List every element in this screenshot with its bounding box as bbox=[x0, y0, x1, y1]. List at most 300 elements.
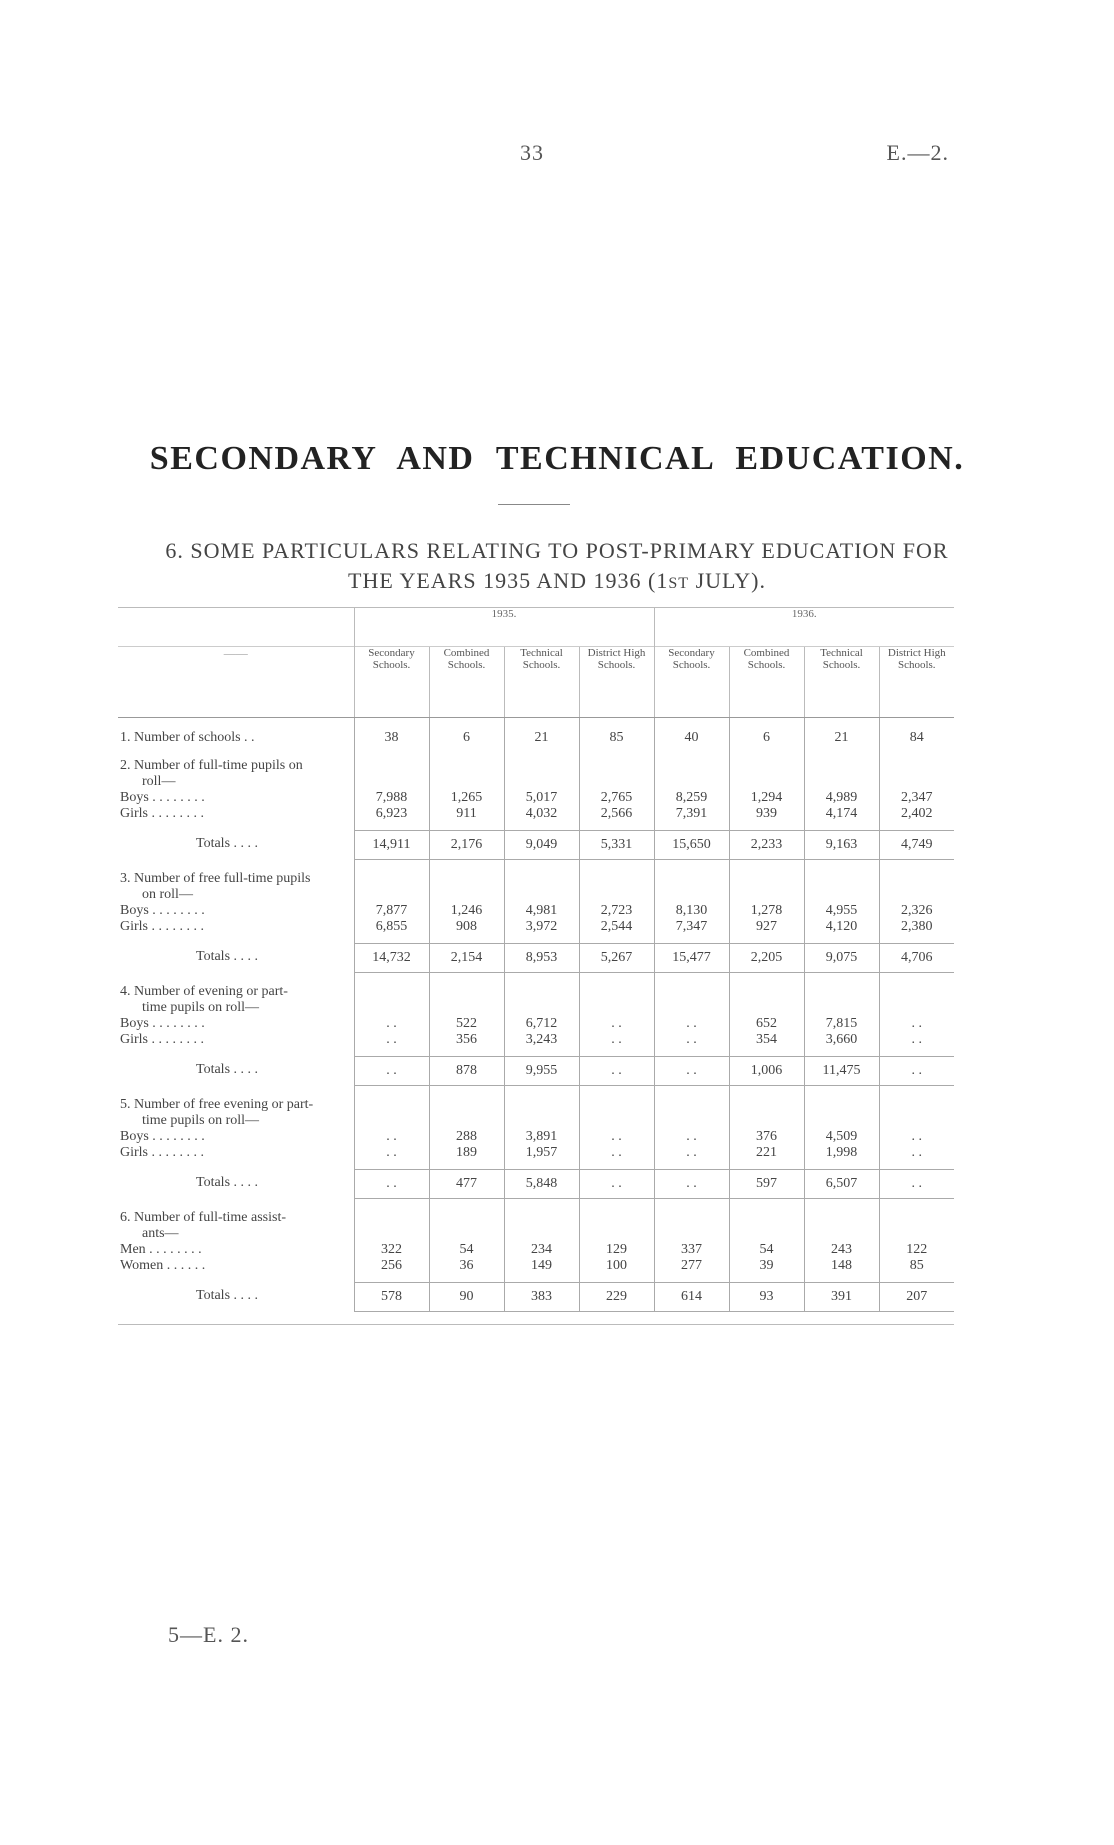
spacer-cell bbox=[579, 1161, 654, 1169]
spacer-cell bbox=[654, 1161, 729, 1169]
totals-cell: 391 bbox=[804, 1282, 879, 1311]
year-header-row bbox=[118, 608, 954, 647]
empty-cell bbox=[354, 1085, 429, 1129]
table-title-line-2-main: THE YEARS 1935 AND 1936 (1 bbox=[348, 568, 669, 593]
table-cell: . . bbox=[579, 1016, 654, 1032]
column-header: Secondary Schools. bbox=[354, 647, 429, 718]
table-cell: 927 bbox=[729, 919, 804, 935]
table-cell: 8,259 bbox=[654, 790, 729, 806]
empty-cell bbox=[429, 972, 504, 1016]
table-cell: . . bbox=[879, 1129, 954, 1145]
totals-cell: 2,233 bbox=[729, 830, 804, 859]
spacer-cell bbox=[879, 1048, 954, 1056]
empty-cell bbox=[429, 1198, 504, 1242]
rule-cell bbox=[729, 1311, 804, 1324]
spacer-cell bbox=[579, 1274, 654, 1282]
page-number: 33 bbox=[520, 140, 544, 165]
column-header-row bbox=[118, 647, 954, 718]
spacer-cell bbox=[879, 1274, 954, 1282]
table-cell: 7,391 bbox=[654, 806, 729, 822]
table-title bbox=[0, 536, 1114, 599]
table-cell: 3,660 bbox=[804, 1032, 879, 1048]
totals-cell: 578 bbox=[354, 1282, 429, 1311]
table-cell: 3,972 bbox=[504, 919, 579, 935]
table-cell: 288 bbox=[429, 1129, 504, 1145]
row-label: Girls . . . . . . . . bbox=[120, 1145, 204, 1160]
rule-cell bbox=[429, 1311, 504, 1324]
column-header: Technical Schools. bbox=[804, 647, 879, 718]
column-header: District High Schools. bbox=[879, 647, 954, 718]
row-label: Boys . . . . . . . . bbox=[120, 1016, 205, 1031]
table-cell: 6 bbox=[429, 718, 504, 747]
table-cell: 243 bbox=[804, 1242, 879, 1258]
table-row bbox=[118, 1258, 954, 1274]
empty-cell bbox=[729, 859, 804, 903]
table-cell: 38 bbox=[354, 718, 429, 747]
spacer-cell bbox=[729, 1161, 804, 1169]
empty-cell bbox=[804, 1198, 879, 1242]
empty-cell bbox=[579, 746, 654, 790]
totals-cell: 9,075 bbox=[804, 943, 879, 972]
table-cell: 8,130 bbox=[654, 903, 729, 919]
spacer-cell bbox=[729, 935, 804, 943]
table-cell: 2,566 bbox=[579, 806, 654, 822]
section-label-line: 4. Number of evening or part- bbox=[120, 984, 288, 999]
section-label-line: on roll— bbox=[142, 887, 193, 902]
table-cell: 39 bbox=[729, 1258, 804, 1274]
spacer-row bbox=[118, 1161, 954, 1169]
totals-cell: 9,049 bbox=[504, 830, 579, 859]
table-cell: 54 bbox=[429, 1242, 504, 1258]
section-label-line: 5. Number of free evening or part- bbox=[120, 1097, 314, 1112]
rule-cell bbox=[504, 1311, 579, 1324]
totals-cell: . . bbox=[654, 1056, 729, 1085]
totals-cell: . . bbox=[879, 1056, 954, 1085]
table-cell: 376 bbox=[729, 1129, 804, 1145]
totals-cell: 11,475 bbox=[804, 1056, 879, 1085]
table-cell: 7,988 bbox=[354, 790, 429, 806]
table-cell: 2,402 bbox=[879, 806, 954, 822]
spacer-cell bbox=[879, 935, 954, 943]
spacer-cell bbox=[429, 1048, 504, 1056]
section-label bbox=[118, 746, 354, 790]
totals-cell: 90 bbox=[429, 1282, 504, 1311]
table-cell: 6 bbox=[729, 718, 804, 747]
totals-cell: 9,955 bbox=[504, 1056, 579, 1085]
spacer-cell bbox=[879, 1161, 954, 1169]
table-cell: 122 bbox=[879, 1242, 954, 1258]
table-cell: 354 bbox=[729, 1032, 804, 1048]
row-label: 1. Number of schools . . bbox=[120, 730, 255, 745]
table-cell: 148 bbox=[804, 1258, 879, 1274]
table-cell: . . bbox=[579, 1129, 654, 1145]
table-cell: . . bbox=[654, 1129, 729, 1145]
table-cell: 337 bbox=[654, 1242, 729, 1258]
table-cell: 277 bbox=[654, 1258, 729, 1274]
table-cell: . . bbox=[879, 1016, 954, 1032]
spacer-cell bbox=[354, 1161, 429, 1169]
empty-cell bbox=[654, 1085, 729, 1129]
spacer-cell bbox=[729, 1274, 804, 1282]
spacer-cell bbox=[729, 1048, 804, 1056]
table-row bbox=[118, 903, 954, 919]
spacer-cell bbox=[504, 1161, 579, 1169]
section-label bbox=[118, 1085, 354, 1129]
empty-cell bbox=[579, 1198, 654, 1242]
rule-cell bbox=[654, 1311, 729, 1324]
totals-cell: 383 bbox=[504, 1282, 579, 1311]
table-cell: 1,246 bbox=[429, 903, 504, 919]
empty-cell bbox=[804, 859, 879, 903]
table-cell: 36 bbox=[429, 1258, 504, 1274]
totals-cell: 2,176 bbox=[429, 830, 504, 859]
row-label: Boys . . . . . . . . bbox=[120, 790, 205, 805]
table-cell: 54 bbox=[729, 1242, 804, 1258]
spacer-cell bbox=[804, 935, 879, 943]
table-cell: 652 bbox=[729, 1016, 804, 1032]
table-cell: 7,347 bbox=[654, 919, 729, 935]
empty-cell bbox=[354, 859, 429, 903]
table-cell: 939 bbox=[729, 806, 804, 822]
table-cell: 4,174 bbox=[804, 806, 879, 822]
totals-cell: . . bbox=[579, 1056, 654, 1085]
totals-cell: 207 bbox=[879, 1282, 954, 1311]
year-header-1936: 1936. bbox=[654, 608, 954, 647]
spacer-cell bbox=[504, 1048, 579, 1056]
empty-cell bbox=[504, 1085, 579, 1129]
spacer-cell bbox=[804, 1048, 879, 1056]
totals-cell: 4,749 bbox=[879, 830, 954, 859]
section-label-line: time pupils on roll— bbox=[142, 1000, 260, 1015]
table-cell: 2,347 bbox=[879, 790, 954, 806]
totals-cell: 5,848 bbox=[504, 1169, 579, 1198]
empty-cell bbox=[354, 972, 429, 1016]
empty-cell bbox=[654, 1198, 729, 1242]
row-label: Men . . . . . . . . bbox=[120, 1242, 202, 1257]
document-reference: E.—2. bbox=[886, 140, 949, 165]
table-cell: 1,998 bbox=[804, 1145, 879, 1161]
table-cell: 40 bbox=[654, 718, 729, 747]
totals-label: Totals . . . . bbox=[196, 1288, 259, 1303]
totals-row bbox=[118, 1056, 954, 1085]
table-cell: 4,032 bbox=[504, 806, 579, 822]
table-cell: 1,957 bbox=[504, 1145, 579, 1161]
table-body bbox=[118, 718, 954, 1325]
totals-cell: 15,650 bbox=[654, 830, 729, 859]
table-cell: 322 bbox=[354, 1242, 429, 1258]
totals-label: Totals . . . . bbox=[196, 1175, 259, 1190]
spacer-cell bbox=[354, 822, 429, 830]
table-cell: 6,855 bbox=[354, 919, 429, 935]
table-cell: 2,380 bbox=[879, 919, 954, 935]
table-row bbox=[118, 919, 954, 935]
table-cell: 221 bbox=[729, 1145, 804, 1161]
column-header: District High Schools. bbox=[579, 647, 654, 718]
empty-cell bbox=[504, 746, 579, 790]
totals-cell: 93 bbox=[729, 1282, 804, 1311]
spacer-cell bbox=[118, 935, 354, 943]
totals-cell: 2,154 bbox=[429, 943, 504, 972]
table-cell: . . bbox=[654, 1032, 729, 1048]
totals-cell: 2,205 bbox=[729, 943, 804, 972]
totals-cell: 4,706 bbox=[879, 943, 954, 972]
table-cell: 4,955 bbox=[804, 903, 879, 919]
table-cell: . . bbox=[354, 1016, 429, 1032]
table-cell: 3,243 bbox=[504, 1032, 579, 1048]
row-label: Girls . . . . . . . . bbox=[120, 806, 204, 821]
totals-label: Totals . . . . bbox=[196, 949, 259, 964]
table-row bbox=[118, 1032, 954, 1048]
empty-cell bbox=[504, 859, 579, 903]
table-cell: 85 bbox=[579, 718, 654, 747]
section-label bbox=[118, 859, 354, 903]
section-label bbox=[118, 972, 354, 1016]
table-cell: 149 bbox=[504, 1258, 579, 1274]
table-row bbox=[118, 806, 954, 822]
empty-cell bbox=[879, 746, 954, 790]
section-label bbox=[118, 1198, 354, 1242]
totals-label: Totals . . . . bbox=[196, 1062, 259, 1077]
spacer-cell bbox=[654, 935, 729, 943]
table-row bbox=[118, 1129, 954, 1145]
table-cell: 7,877 bbox=[354, 903, 429, 919]
row-label: Girls . . . . . . . . bbox=[120, 919, 204, 934]
section-label-line: time pupils on roll— bbox=[142, 1113, 260, 1128]
corner-mark: —— bbox=[118, 647, 354, 718]
section-heading-row bbox=[118, 972, 954, 1016]
spacer-cell bbox=[118, 1048, 354, 1056]
totals-cell: 878 bbox=[429, 1056, 504, 1085]
totals-row bbox=[118, 943, 954, 972]
spacer-cell bbox=[118, 1161, 354, 1169]
empty-cell bbox=[504, 1198, 579, 1242]
empty-cell bbox=[804, 1085, 879, 1129]
table-cell: 21 bbox=[504, 718, 579, 747]
table-cell: 100 bbox=[579, 1258, 654, 1274]
table-cell: 3,891 bbox=[504, 1129, 579, 1145]
section-heading-row bbox=[118, 859, 954, 903]
empty-cell bbox=[879, 972, 954, 1016]
table-cell: 2,544 bbox=[579, 919, 654, 935]
spacer-cell bbox=[729, 822, 804, 830]
empty-cell bbox=[879, 859, 954, 903]
spacer-cell bbox=[879, 822, 954, 830]
spacer-cell bbox=[429, 935, 504, 943]
spacer-cell bbox=[118, 1274, 354, 1282]
table-cell: 2,765 bbox=[579, 790, 654, 806]
statistics-table bbox=[118, 607, 954, 1325]
totals-cell: . . bbox=[654, 1169, 729, 1198]
empty-cell bbox=[429, 746, 504, 790]
table-cell: . . bbox=[654, 1145, 729, 1161]
table-cell: 4,509 bbox=[804, 1129, 879, 1145]
table-cell: . . bbox=[354, 1032, 429, 1048]
totals-cell: 14,732 bbox=[354, 943, 429, 972]
year-header-1935: 1935. bbox=[354, 608, 654, 647]
empty-cell bbox=[579, 972, 654, 1016]
column-header: Secondary Schools. bbox=[654, 647, 729, 718]
table-cell: 911 bbox=[429, 806, 504, 822]
table-title-line-2-end: JULY). bbox=[689, 568, 766, 593]
totals-row bbox=[118, 1282, 954, 1311]
totals-cell: 614 bbox=[654, 1282, 729, 1311]
table-cell: 1,265 bbox=[429, 790, 504, 806]
column-header: Combined Schools. bbox=[429, 647, 504, 718]
table-cell: 1,294 bbox=[729, 790, 804, 806]
table-cell: 356 bbox=[429, 1032, 504, 1048]
table-cell: . . bbox=[654, 1016, 729, 1032]
rule-cell bbox=[804, 1311, 879, 1324]
totals-cell: 477 bbox=[429, 1169, 504, 1198]
rule-cell bbox=[879, 1311, 954, 1324]
table-cell: 2,326 bbox=[879, 903, 954, 919]
section-label-line: roll— bbox=[142, 774, 176, 789]
spacer-cell bbox=[354, 1274, 429, 1282]
table-cell: 908 bbox=[429, 919, 504, 935]
empty-cell bbox=[354, 1198, 429, 1242]
table-cell: 6,923 bbox=[354, 806, 429, 822]
table-row bbox=[118, 718, 954, 747]
rule-cell bbox=[354, 1311, 429, 1324]
spacer-cell bbox=[504, 822, 579, 830]
table-cell: 5,017 bbox=[504, 790, 579, 806]
spacer-cell bbox=[504, 1274, 579, 1282]
row-label: Boys . . . . . . . . bbox=[120, 1129, 205, 1144]
spacer-cell bbox=[429, 1274, 504, 1282]
empty-cell bbox=[429, 1085, 504, 1129]
empty-cell bbox=[504, 972, 579, 1016]
spacer-cell bbox=[579, 1048, 654, 1056]
table-cell: 129 bbox=[579, 1242, 654, 1258]
section-heading-row bbox=[118, 1085, 954, 1129]
table-cell: 4,120 bbox=[804, 919, 879, 935]
empty-cell bbox=[579, 1085, 654, 1129]
spacer-cell bbox=[429, 822, 504, 830]
column-header: Technical Schools. bbox=[504, 647, 579, 718]
rule-cell bbox=[118, 1311, 354, 1324]
empty-cell bbox=[729, 1198, 804, 1242]
page-title: SECONDARY AND TECHNICAL EDUCATION. bbox=[149, 440, 965, 477]
table-row bbox=[118, 1016, 954, 1032]
spacer-cell bbox=[804, 1274, 879, 1282]
table-row bbox=[118, 790, 954, 806]
spacer-cell bbox=[804, 822, 879, 830]
totals-cell: 9,163 bbox=[804, 830, 879, 859]
totals-row bbox=[118, 1169, 954, 1198]
empty-cell bbox=[579, 859, 654, 903]
column-header: Combined Schools. bbox=[729, 647, 804, 718]
spacer-cell bbox=[654, 1274, 729, 1282]
empty-cell bbox=[729, 972, 804, 1016]
spacer-cell bbox=[429, 1161, 504, 1169]
totals-cell: . . bbox=[354, 1056, 429, 1085]
rule-cell bbox=[579, 1311, 654, 1324]
table-cell: 234 bbox=[504, 1242, 579, 1258]
spacer-cell bbox=[354, 935, 429, 943]
table-cell: . . bbox=[879, 1032, 954, 1048]
table-cell: 256 bbox=[354, 1258, 429, 1274]
table-cell: . . bbox=[579, 1145, 654, 1161]
section-label-line: 3. Number of free full-time pupils bbox=[120, 871, 311, 886]
section-label-line: 2. Number of full-time pupils on bbox=[120, 758, 303, 773]
spacer-cell bbox=[579, 822, 654, 830]
table-title-line-2 bbox=[0, 566, 1114, 599]
totals-row bbox=[118, 830, 954, 859]
spacer-cell bbox=[504, 935, 579, 943]
spacer-cell bbox=[118, 822, 354, 830]
table-bottom-rule bbox=[118, 1311, 954, 1324]
table-cell: 522 bbox=[429, 1016, 504, 1032]
spacer-cell bbox=[354, 1048, 429, 1056]
empty-cell bbox=[804, 972, 879, 1016]
empty-cell bbox=[879, 1198, 954, 1242]
empty-cell bbox=[654, 746, 729, 790]
section-label-line: ants— bbox=[142, 1226, 179, 1241]
year-header-spacer bbox=[118, 608, 354, 647]
table-cell: 7,815 bbox=[804, 1016, 879, 1032]
row-label: Girls . . . . . . . . bbox=[120, 1032, 204, 1047]
empty-cell bbox=[729, 1085, 804, 1129]
table-cell: . . bbox=[354, 1145, 429, 1161]
title-divider bbox=[498, 504, 570, 505]
totals-label: Totals . . . . bbox=[196, 836, 259, 851]
row-label: Women . . . . . . bbox=[120, 1258, 206, 1273]
empty-cell bbox=[879, 1085, 954, 1129]
footer-reference: 5—E. 2. bbox=[168, 1622, 249, 1647]
table-cell: 2,723 bbox=[579, 903, 654, 919]
totals-cell: 15,477 bbox=[654, 943, 729, 972]
table-row bbox=[118, 1242, 954, 1258]
empty-cell bbox=[354, 746, 429, 790]
spacer-cell bbox=[654, 1048, 729, 1056]
totals-cell: . . bbox=[579, 1169, 654, 1198]
table-title-line-2-smallcaps: ST bbox=[668, 575, 690, 592]
spacer-row bbox=[118, 935, 954, 943]
totals-cell: . . bbox=[879, 1169, 954, 1198]
spacer-cell bbox=[654, 822, 729, 830]
row-label: Boys . . . . . . . . bbox=[120, 903, 205, 918]
spacer-cell bbox=[804, 1161, 879, 1169]
spacer-row bbox=[118, 1274, 954, 1282]
totals-cell: 14,911 bbox=[354, 830, 429, 859]
table-cell: . . bbox=[354, 1129, 429, 1145]
totals-cell: 5,331 bbox=[579, 830, 654, 859]
table-cell: 84 bbox=[879, 718, 954, 747]
empty-cell bbox=[729, 746, 804, 790]
totals-cell: 5,267 bbox=[579, 943, 654, 972]
empty-cell bbox=[654, 972, 729, 1016]
totals-cell: 6,507 bbox=[804, 1169, 879, 1198]
empty-cell bbox=[429, 859, 504, 903]
table-row bbox=[118, 1145, 954, 1161]
totals-cell: 8,953 bbox=[504, 943, 579, 972]
table-cell: 4,981 bbox=[504, 903, 579, 919]
totals-cell: . . bbox=[354, 1169, 429, 1198]
totals-cell: 229 bbox=[579, 1282, 654, 1311]
table-cell: 4,989 bbox=[804, 790, 879, 806]
spacer-row bbox=[118, 822, 954, 830]
section-heading-row bbox=[118, 1198, 954, 1242]
table-cell: 85 bbox=[879, 1258, 954, 1274]
table-cell: 1,278 bbox=[729, 903, 804, 919]
empty-cell bbox=[804, 746, 879, 790]
empty-cell bbox=[654, 859, 729, 903]
table-title-line-1: 6. SOME PARTICULARS RELATING TO POST-PRIMARY EDUCATION FOR bbox=[165, 538, 949, 563]
totals-cell: 1,006 bbox=[729, 1056, 804, 1085]
table-cell: 6,712 bbox=[504, 1016, 579, 1032]
table-cell: 189 bbox=[429, 1145, 504, 1161]
table-cell: . . bbox=[879, 1145, 954, 1161]
